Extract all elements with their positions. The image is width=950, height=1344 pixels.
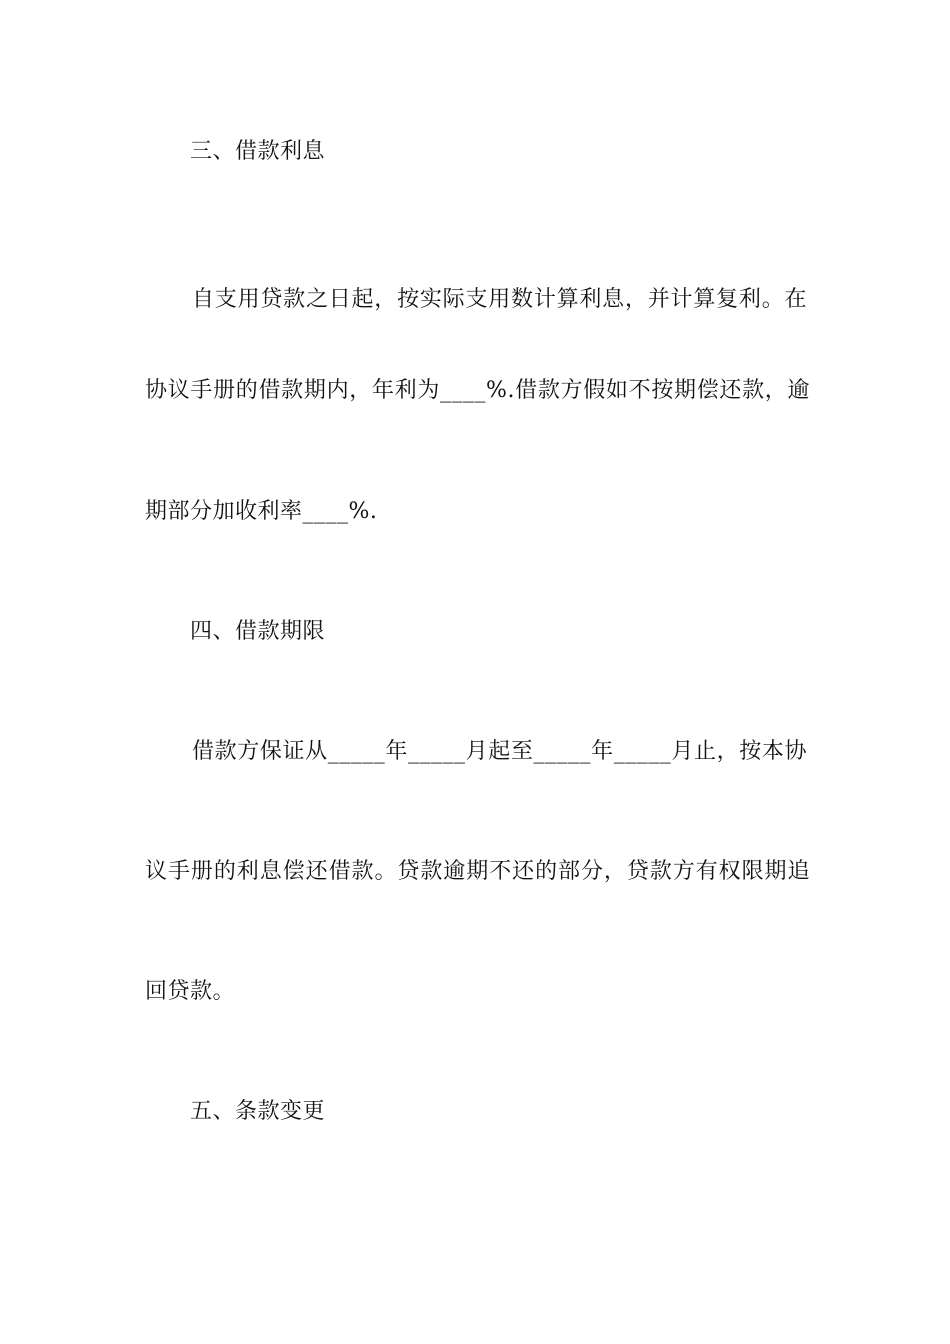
paragraph-line: 自支用贷款之日起，按实际支用数计算利息，并计算复利。在 (192, 287, 807, 312)
section-heading-changes: 五、条款变更 (190, 1099, 326, 1124)
section-heading-term: 四、借款期限 (190, 619, 326, 644)
paragraph-line: 协议手册的借款期内，年利为____%.借款方假如不按期偿还款，逾 (145, 378, 810, 403)
paragraph-line: 借款方保证从_____年_____月起至_____年_____月止，按本协 (192, 739, 807, 764)
paragraph-line: 议手册的利息偿还借款。贷款逾期不还的部分，贷款方有权限期追 (145, 859, 810, 884)
section-heading-interest: 三、借款利息 (190, 139, 326, 164)
paragraph-line: 期部分加收利率____%. (145, 499, 378, 524)
paragraph-line: 回贷款。 (145, 979, 236, 1004)
